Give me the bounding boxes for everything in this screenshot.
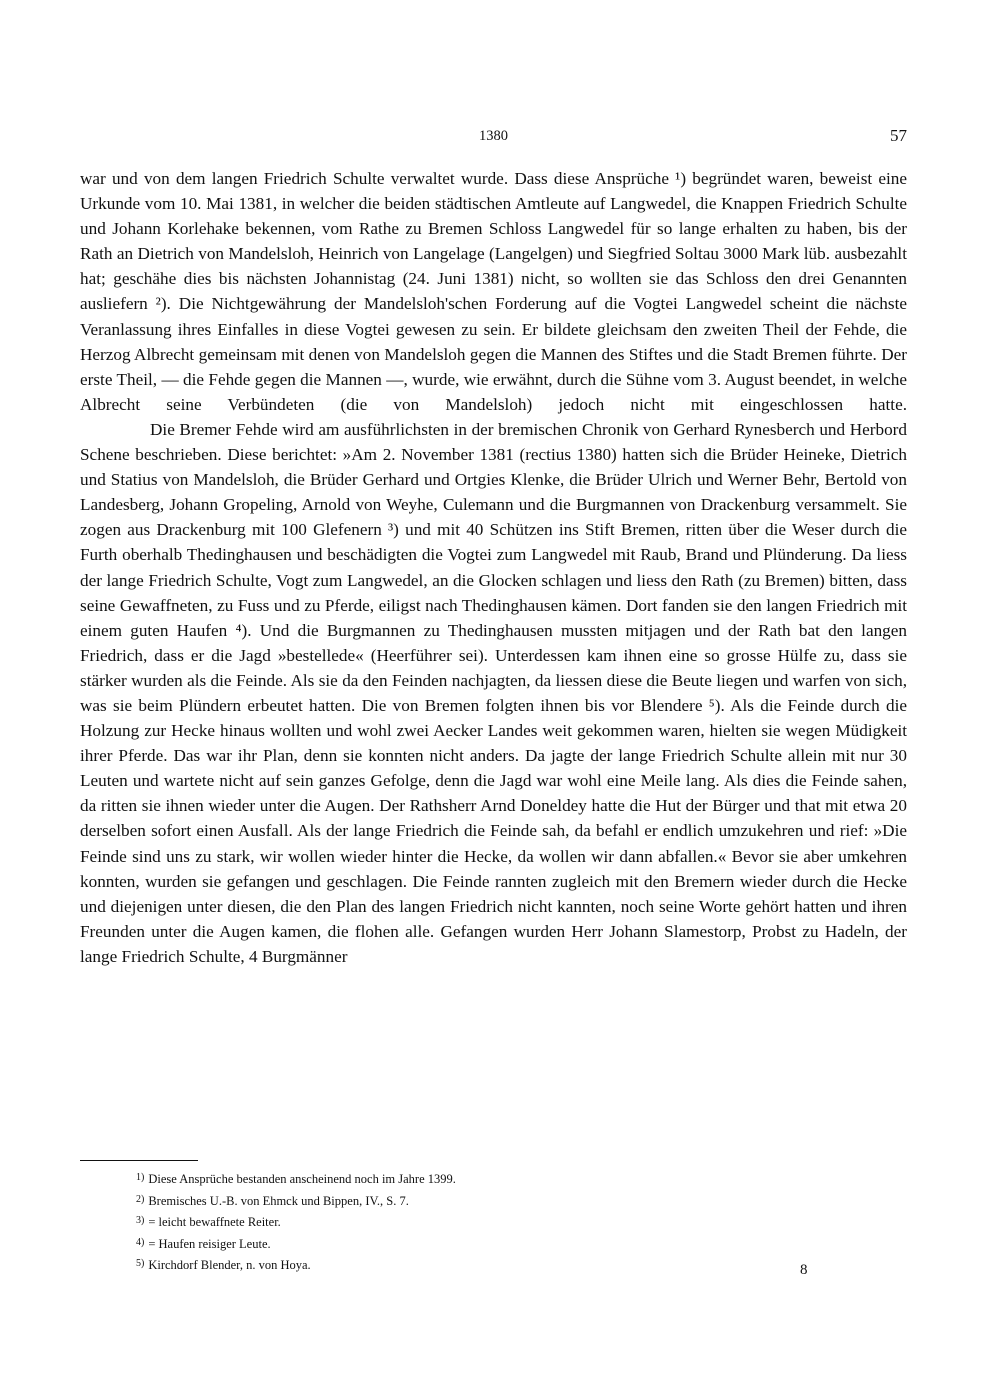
signature-mark: 8 xyxy=(800,1262,808,1278)
footnote-text: = Haufen reisiger Leute. xyxy=(148,1236,271,1251)
footnote xyxy=(136,1168,636,1190)
footnote-text: = leicht bewaffnete Reiter. xyxy=(148,1215,281,1230)
footnote-mark: 5) xyxy=(136,1258,145,1270)
running-head xyxy=(80,126,907,150)
footnote-text: Bremisches U.-B. von Ehmck und Bippen, IV., S. 7. xyxy=(148,1193,409,1208)
footnote-text: Diese Ansprüche bestanden anscheinend noch im Jahre 1399. xyxy=(148,1172,456,1186)
footnote xyxy=(136,1190,636,1212)
page-number: 57 xyxy=(890,126,907,145)
body-text xyxy=(80,166,907,969)
footnote-mark: 2) xyxy=(136,1193,145,1205)
footnote-separator xyxy=(80,1160,198,1161)
footnote xyxy=(136,1233,636,1255)
running-year: 1380 xyxy=(479,128,508,144)
paragraph: Die Bremer Fehde wird am ausführlichsten in der bremischen Chronik von Gerhard Rynesberch und Herbord Schene beschrieben. Diese berichtet: »Am 2. November 1381 (rectius 1380) hatten sich die Brüder Heineke, Dietrich und Statius von Mandelsloh, die Brüder Gerhard und Ortgies Klenke, die Brüder Ulrich und Werner Behr, Bertold von Landesberg, Johann Gropeling, Arnold von Weyhe, Culemann und die Burgmannen von Drackenburg versammelt. Sie zogen aus Drackenburg mit 100 Glefenern ³) und mit 40 Schützen ins Stift Bremen, ritten über die Weser durch die Furth oberhalb Thedinghausen und beschädigten die Vogtei zum Langwedel mit Raub, Brand und Plünderung. Da liess der lange Friedrich Schulte, Vogt zum Langwedel, an die Glocken schlagen und liess den Rath (zu Bremen) bitten, dass seine Gewaffneten, zu Fuss und zu Pferde, eiligst nach Thedinghausen kämen. Dort fanden sie den langen Friedrich mit einem guten Haufen ⁴). Und die Burgmannen zu Thedinghausen mussten mitjagen und der Rath bat den langen Friedrich, dass er die Jagd »bestellede« (Heerführer sei). Unterdessen kam ihnen eine so grosse Hülfe zu, dass sie stärker wurden als die Feinde. Als sie da den Feinden nachjagten, da liessen diese die Beute liegen und warfen von sich, was sie beim Plündern erbeutet hatten. Die von Bremen folgten ihnen bis vor Blendere ⁵). Als die Feinde durch die Holzung zur Hecke hinaus wollten und wohl zwei Aecker Landes weit gekommen waren, hielten sie wegen Müdigkeit ihrer Pferde. Das war ihr Plan, denn sie konnten nicht anders. Da jagte der lange Friedrich Schulte allein mit nur 30 Leuten und wartete nicht auf sein ganzes Gefolge, denn die Jagd war wohl eine Meile lang. Als dies die Feinde sahen, da ritten sie ihnen wieder unter die Augen. Der Rathsherr Arnd Doneldey hatte die Hut der Bürger und that mit etwa 20 derselben sofort einen Ausfall. Als der lange Friedrich die Feinde sah, da befahl er endlich umzukehren und rief: »Die Feinde sind uns zu stark, wir wollen wieder hinter die Hecke, da wollen wir dann abfallen.« Bevor sie aber umkehren konnten, wurden sie gefangen und geschlagen. Die Feinde rannten zugleich mit den Bremern wieder durch die Hecke und diejenigen unter diesen, die den Plan des langen Friedrich nicht kannten, noch seine Worte gehört hatten und ihren Freunden unter die Augen kamen, die flohen alle. Gefangen wurden Herr Johann Slamestorp, Probst zu Hadeln, der lange Friedrich Schulte, 4 Burgmänner xyxy=(80,419,907,966)
footnote-text: Kirchdorf Blender, n. von Hoya. xyxy=(148,1258,311,1273)
footnote xyxy=(136,1211,636,1233)
footnote-mark: 1) xyxy=(136,1172,145,1183)
paragraph: war und von dem langen Friedrich Schulte verwaltet wurde. Dass diese Ansprüche ¹) begründet waren, beweist eine Urkunde vom 10. Mai 1381, in welcher die beiden städtischen Amtleute auf Langwedel, die Knappen Friedrich Schulte und Johann Korlehake bekennen, vom Rathe zu Bremen Schloss Langwedel für so lange erhalten zu haben, bis der Rath an Dietrich von Mandelsloh, Heinrich von Langelage (Langelgen) und Siegfried Soltau 3000 Mark lüb. ausbezahlt hat; geschähe dies bis nächsten Johannistag (24. Juni 1381) nicht, so wollten sie das Schloss den drei Genannten ausliefern ²). Die Nichtgewährung der Mandelsloh'schen Forderung auf die Vogtei Langwedel scheint die nächste Veranlassung ihres Einfalles in diese Vogtei gewesen zu sein. Er bildete gleichsam den zweiten Theil der Fehde, die Herzog Albrecht gemeinsam mit denen von Mandelsloh gegen die Mannen des Stiftes und die Stadt Bremen führte. Der erste Theil, — die Fehde gegen die Mannen —, wurde, wie erwähnt, durch die Sühne vom 3. August beendet, in welche Albrecht seine Verbündeten (die von Mandelsloh) jedoch nicht mit eingeschlossen hatte. xyxy=(80,169,907,414)
footnote xyxy=(136,1254,636,1276)
footnotes xyxy=(136,1168,636,1276)
footnote-mark: 4) xyxy=(136,1236,145,1248)
footnote-mark: 3) xyxy=(136,1215,145,1227)
